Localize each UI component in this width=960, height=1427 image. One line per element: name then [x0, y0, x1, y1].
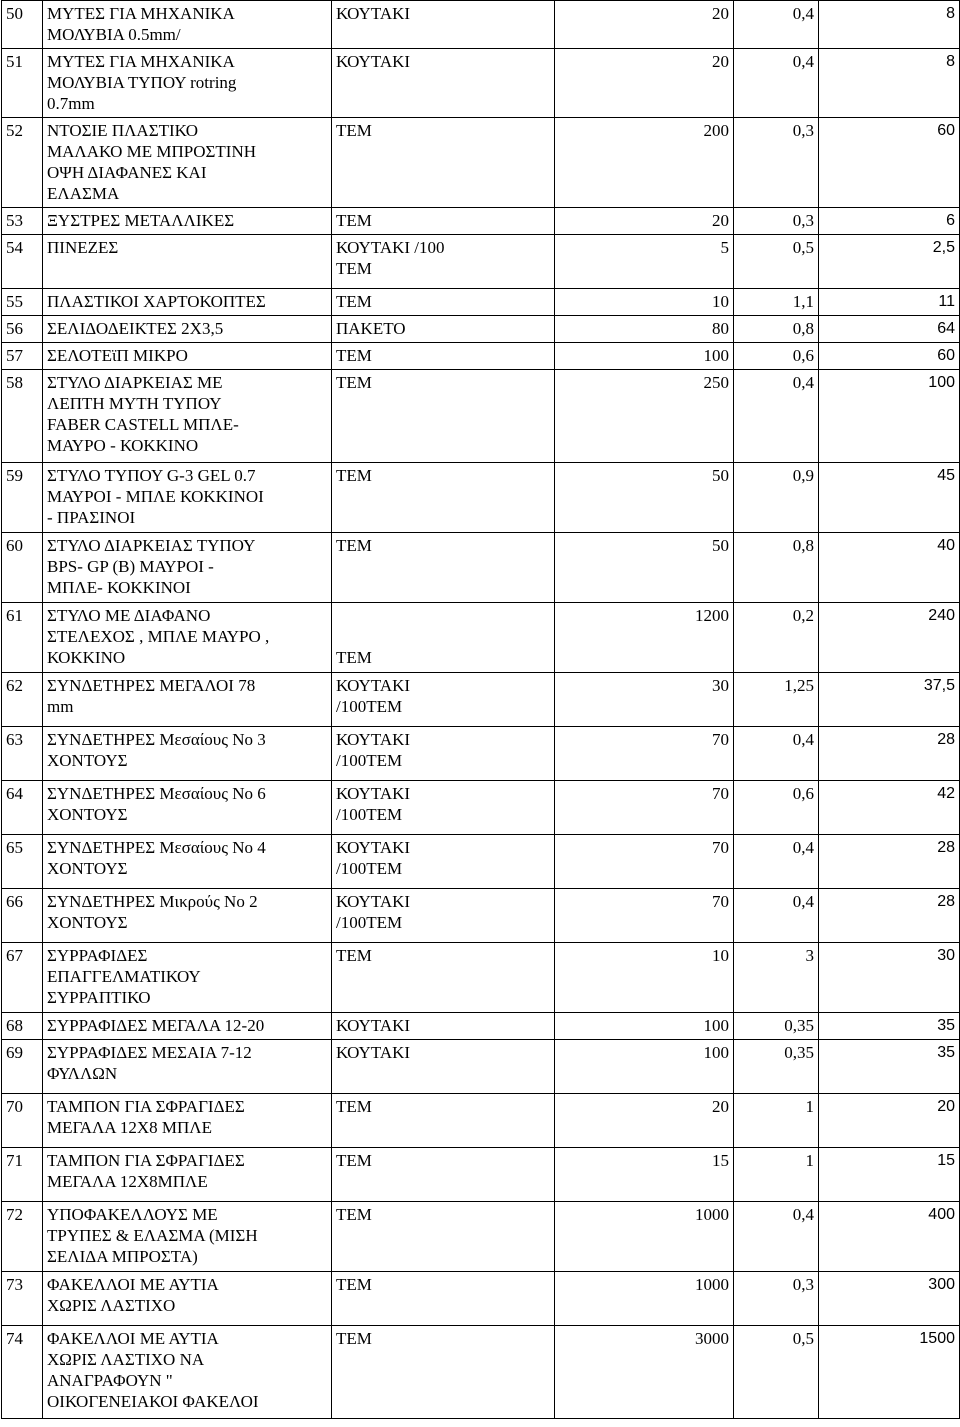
unit-of-measure: ΤΕΜ — [332, 1148, 555, 1202]
row-number: 68 — [2, 1013, 43, 1040]
line-total: 240 — [819, 603, 960, 673]
unit-price: 0,35 — [734, 1040, 819, 1094]
quantity: 20 — [555, 1, 734, 49]
row-number: 60 — [2, 533, 43, 603]
item-description: ΣΤΥΛΟ ΤΥΠΟΥ G-3 GEL 0.7 ΜΑΥΡΟΙ - ΜΠΛΕ ΚΟΚΚΙΝΟΙ - ΠΡΑΣΙΝΟΙ — [43, 463, 332, 533]
quantity: 80 — [555, 316, 734, 343]
quantity: 50 — [555, 533, 734, 603]
unit-of-measure: ΤΕΜ — [332, 463, 555, 533]
unit-price: 1,25 — [734, 673, 819, 727]
table-row — [2, 289, 960, 316]
table-row — [2, 889, 960, 943]
item-description: ΝΤΟΣΙΕ ΠΛΑΣΤΙΚΟ ΜΑΛΑΚΟ ΜΕ ΜΠΡΟΣΤΙΝΗ ΟΨΗ ΔΙΑΦΑΝΕΣ ΚΑΙ ΕΛΑΣΜΑ — [43, 118, 332, 208]
table-row — [2, 727, 960, 781]
table-row — [2, 235, 960, 289]
line-total: 35 — [819, 1013, 960, 1040]
line-total: 45 — [819, 463, 960, 533]
quantity: 70 — [555, 889, 734, 943]
item-description: ΣΥΝΔΕΤΗΡΕΣ Μεσαίους Νο 6 ΧΟΝΤΟΥΣ — [43, 781, 332, 835]
row-number: 55 — [2, 289, 43, 316]
row-number: 63 — [2, 727, 43, 781]
table-row — [2, 1202, 960, 1272]
row-number: 51 — [2, 49, 43, 118]
unit-price: 0,5 — [734, 235, 819, 289]
row-number: 57 — [2, 343, 43, 370]
item-description: ΣΤΥΛΟ ΔΙΑΡΚΕΙΑΣ ΤΥΠΟΥ BPS- GP (B) ΜΑΥΡΟΙ - ΜΠΛΕ- ΚΟΚΚΙΝΟΙ — [43, 533, 332, 603]
item-description: ΣΥΡΡΑΦΙΔΕΣ ΜΕΓΑΛΑ 12-20 — [43, 1013, 332, 1040]
item-description: ΦΑΚΕΛΛΟΙ ΜΕ ΑΥΤΙΑ ΧΩΡΙΣ ΛΑΣΤΙΧΟ ΝΑ ΑΝΑΓΡΑΦΟΥΝ " ΟΙΚΟΓΕΝΕΙΑΚΟΙ ΦΑΚΕΛΟΙ — [43, 1326, 332, 1419]
item-description: ΠΛΑΣΤΙΚΟΙ ΧΑΡΤΟΚΟΠΤΕΣ — [43, 289, 332, 316]
table-row — [2, 673, 960, 727]
unit-of-measure: ΤΕΜ — [332, 1272, 555, 1326]
item-description: ΞΥΣΤΡΕΣ ΜΕΤΑΛΛΙΚΕΣ — [43, 208, 332, 235]
unit-of-measure: ΤΕΜ — [332, 370, 555, 463]
table-row — [2, 118, 960, 208]
item-description: ΜΥΤΕΣ ΓΙΑ ΜΗΧΑΝΙΚΑ ΜΟΛΥΒΙΑ 0.5mm/ — [43, 1, 332, 49]
item-description: ΣΕΛΟΤΕϊΠ ΜΙΚΡΟ — [43, 343, 332, 370]
table-row — [2, 835, 960, 889]
table-row — [2, 533, 960, 603]
unit-of-measure: ΤΕΜ — [332, 533, 555, 603]
row-number: 56 — [2, 316, 43, 343]
unit-price: 0,6 — [734, 343, 819, 370]
quantity: 1000 — [555, 1202, 734, 1272]
table-row — [2, 1148, 960, 1202]
quantity: 70 — [555, 835, 734, 889]
row-number: 54 — [2, 235, 43, 289]
unit-price: 0,4 — [734, 1, 819, 49]
quantity: 10 — [555, 289, 734, 316]
unit-of-measure: ΤΕΜ — [332, 208, 555, 235]
unit-price: 0,4 — [734, 49, 819, 118]
item-description: ΣΤΥΛΟ ΔΙΑΡΚΕΙΑΣ ΜΕ ΛΕΠΤΗ ΜΥΤΗ ΤΥΠΟΥ FABER CASTELL ΜΠΛΕ- ΜΑΥΡΟ - ΚΟΚΚΙΝΟ — [43, 370, 332, 463]
unit-price: 0,3 — [734, 1272, 819, 1326]
row-number: 65 — [2, 835, 43, 889]
table-row — [2, 370, 960, 463]
quantity: 5 — [555, 235, 734, 289]
item-description: ΣΥΝΔΕΤΗΡΕΣ Μικρούς Νο 2 ΧΟΝΤΟΥΣ — [43, 889, 332, 943]
unit-price: 1 — [734, 1094, 819, 1148]
row-number: 70 — [2, 1094, 43, 1148]
unit-of-measure: ΚΟΥΤΑΚΙ /100ΤΕΜ — [332, 673, 555, 727]
line-total: 100 — [819, 370, 960, 463]
line-total: 42 — [819, 781, 960, 835]
quantity: 50 — [555, 463, 734, 533]
table-row — [2, 463, 960, 533]
line-total: 8 — [819, 49, 960, 118]
unit-price: 0,3 — [734, 118, 819, 208]
table-row — [2, 1013, 960, 1040]
quantity: 20 — [555, 208, 734, 235]
line-total: 30 — [819, 943, 960, 1013]
row-number: 66 — [2, 889, 43, 943]
item-description: ΤΑΜΠΟΝ ΓΙΑ ΣΦΡΑΓΙΔΕΣ ΜΕΓΑΛΑ 12Χ8ΜΠΛΕ — [43, 1148, 332, 1202]
row-number: 61 — [2, 603, 43, 673]
unit-price: 0,6 — [734, 781, 819, 835]
table-row — [2, 1326, 960, 1419]
item-description: ΣΥΡΡΑΦΙΔΕΣ ΜΕΣΑΙΑ 7-12 ΦΥΛΛΩΝ — [43, 1040, 332, 1094]
line-total: 28 — [819, 727, 960, 781]
unit-price: 0,5 — [734, 1326, 819, 1419]
unit-of-measure: ΤΕΜ — [332, 118, 555, 208]
unit-of-measure: ΚΟΥΤΑΚΙ — [332, 49, 555, 118]
row-number: 52 — [2, 118, 43, 208]
unit-price: 0,8 — [734, 533, 819, 603]
row-number: 58 — [2, 370, 43, 463]
quantity: 20 — [555, 1094, 734, 1148]
line-total: 11 — [819, 289, 960, 316]
row-number: 72 — [2, 1202, 43, 1272]
table-row — [2, 943, 960, 1013]
quantity: 1200 — [555, 603, 734, 673]
quantity: 3000 — [555, 1326, 734, 1419]
table-row — [2, 1040, 960, 1094]
unit-of-measure: ΤΕΜ — [332, 1326, 555, 1419]
quantity: 10 — [555, 943, 734, 1013]
quantity: 100 — [555, 1013, 734, 1040]
unit-price: 3 — [734, 943, 819, 1013]
unit-price: 0,8 — [734, 316, 819, 343]
items-table — [1, 0, 960, 1419]
line-total: 8 — [819, 1, 960, 49]
unit-of-measure: ΚΟΥΤΑΚΙ /100ΤΕΜ — [332, 727, 555, 781]
line-total: 40 — [819, 533, 960, 603]
row-number: 50 — [2, 1, 43, 49]
row-number: 59 — [2, 463, 43, 533]
line-total: 28 — [819, 889, 960, 943]
unit-price: 0,3 — [734, 208, 819, 235]
line-total: 20 — [819, 1094, 960, 1148]
unit-price: 0,4 — [734, 370, 819, 463]
table-row — [2, 1094, 960, 1148]
unit-of-measure: ΚΟΥΤΑΚΙ — [332, 1040, 555, 1094]
table-row — [2, 49, 960, 118]
row-number: 62 — [2, 673, 43, 727]
unit-of-measure: ΚΟΥΤΑΚΙ /100ΤΕΜ — [332, 889, 555, 943]
line-total: 15 — [819, 1148, 960, 1202]
unit-price: 1 — [734, 1148, 819, 1202]
unit-of-measure: ΤΕΜ — [332, 289, 555, 316]
unit-of-measure: ΚΟΥΤΑΚΙ /100ΤΕΜ — [332, 835, 555, 889]
unit-of-measure: ΤΕΜ — [332, 603, 555, 673]
quantity: 250 — [555, 370, 734, 463]
unit-price: 0,35 — [734, 1013, 819, 1040]
unit-price: 0,2 — [734, 603, 819, 673]
item-description: ΣΥΝΔΕΤΗΡΕΣ Μεσαίους Νο 4 ΧΟΝΤΟΥΣ — [43, 835, 332, 889]
quantity: 1000 — [555, 1272, 734, 1326]
table-row — [2, 603, 960, 673]
item-description: ΣΥΝΔΕΤΗΡΕΣ Μεσαίους Νο 3 ΧΟΝΤΟΥΣ — [43, 727, 332, 781]
line-total: 37,5 — [819, 673, 960, 727]
table-row — [2, 1, 960, 49]
unit-of-measure: ΚΟΥΤΑΚΙ — [332, 1013, 555, 1040]
row-number: 71 — [2, 1148, 43, 1202]
line-total: 400 — [819, 1202, 960, 1272]
unit-price: 0,4 — [734, 727, 819, 781]
unit-price: 0,4 — [734, 1202, 819, 1272]
line-total: 64 — [819, 316, 960, 343]
item-description: ΣΥΡΡΑΦΙΔΕΣ ΕΠΑΓΓΕΛΜΑΤΙΚΟΥ ΣΥΡΡΑΠΤΙΚΟ — [43, 943, 332, 1013]
line-total: 300 — [819, 1272, 960, 1326]
unit-of-measure: ΠΑΚΕΤΟ — [332, 316, 555, 343]
item-description: ΥΠΟΦΑΚΕΛΛΟΥΣ ΜΕ ΤΡΥΠΕΣ & ΕΛΑΣΜΑ (ΜΙΣΗ ΣΕΛΙΔΑ ΜΠΡΟΣΤΑ) — [43, 1202, 332, 1272]
unit-price: 0,4 — [734, 835, 819, 889]
unit-price: 0,4 — [734, 889, 819, 943]
item-description: ΜΥΤΕΣ ΓΙΑ ΜΗΧΑΝΙΚΑ ΜΟΛΥΒΙΑ ΤΥΠΟΥ rotring 0.7mm — [43, 49, 332, 118]
item-description: ΤΑΜΠΟΝ ΓΙΑ ΣΦΡΑΓΙΔΕΣ ΜΕΓΑΛΑ 12Χ8 ΜΠΛΕ — [43, 1094, 332, 1148]
quantity: 200 — [555, 118, 734, 208]
line-total: 60 — [819, 118, 960, 208]
line-total: 1500 — [819, 1326, 960, 1419]
table-row — [2, 781, 960, 835]
unit-of-measure: ΚΟΥΤΑΚΙ — [332, 1, 555, 49]
row-number: 69 — [2, 1040, 43, 1094]
quantity: 30 — [555, 673, 734, 727]
quantity: 20 — [555, 49, 734, 118]
line-total: 60 — [819, 343, 960, 370]
items-table-body — [2, 1, 960, 1419]
table-row — [2, 1272, 960, 1326]
table-row — [2, 343, 960, 370]
line-total: 35 — [819, 1040, 960, 1094]
item-description: ΠΙΝΕΖΕΣ — [43, 235, 332, 289]
item-description: ΣΕΛΙΔΟΔΕΙΚΤΕΣ 2Χ3,5 — [43, 316, 332, 343]
item-description: ΦΑΚΕΛΛΟΙ ΜΕ ΑΥΤΙΑ ΧΩΡΙΣ ΛΑΣΤΙΧΟ — [43, 1272, 332, 1326]
table-row — [2, 316, 960, 343]
quantity: 100 — [555, 343, 734, 370]
line-total: 2,5 — [819, 235, 960, 289]
item-description: ΣΥΝΔΕΤΗΡΕΣ ΜΕΓΑΛΟΙ 78 mm — [43, 673, 332, 727]
row-number: 67 — [2, 943, 43, 1013]
row-number: 73 — [2, 1272, 43, 1326]
unit-of-measure: ΤΕΜ — [332, 343, 555, 370]
unit-of-measure: ΤΕΜ — [332, 943, 555, 1013]
quantity: 15 — [555, 1148, 734, 1202]
quantity: 70 — [555, 781, 734, 835]
line-total: 6 — [819, 208, 960, 235]
quantity: 100 — [555, 1040, 734, 1094]
unit-of-measure: ΤΕΜ — [332, 1202, 555, 1272]
unit-of-measure: ΚΟΥΤΑΚΙ /100 ΤΕΜ — [332, 235, 555, 289]
unit-price: 1,1 — [734, 289, 819, 316]
table-row — [2, 208, 960, 235]
line-total: 28 — [819, 835, 960, 889]
row-number: 74 — [2, 1326, 43, 1419]
row-number: 64 — [2, 781, 43, 835]
unit-price: 0,9 — [734, 463, 819, 533]
row-number: 53 — [2, 208, 43, 235]
unit-of-measure: ΤΕΜ — [332, 1094, 555, 1148]
quantity: 70 — [555, 727, 734, 781]
unit-of-measure: ΚΟΥΤΑΚΙ /100ΤΕΜ — [332, 781, 555, 835]
item-description: ΣΤΥΛΟ ΜΕ ΔΙΑΦΑΝΟ ΣΤΕΛΕΧΟΣ , ΜΠΛΕ ΜΑΥΡΟ , ΚΟΚΚΙΝΟ — [43, 603, 332, 673]
